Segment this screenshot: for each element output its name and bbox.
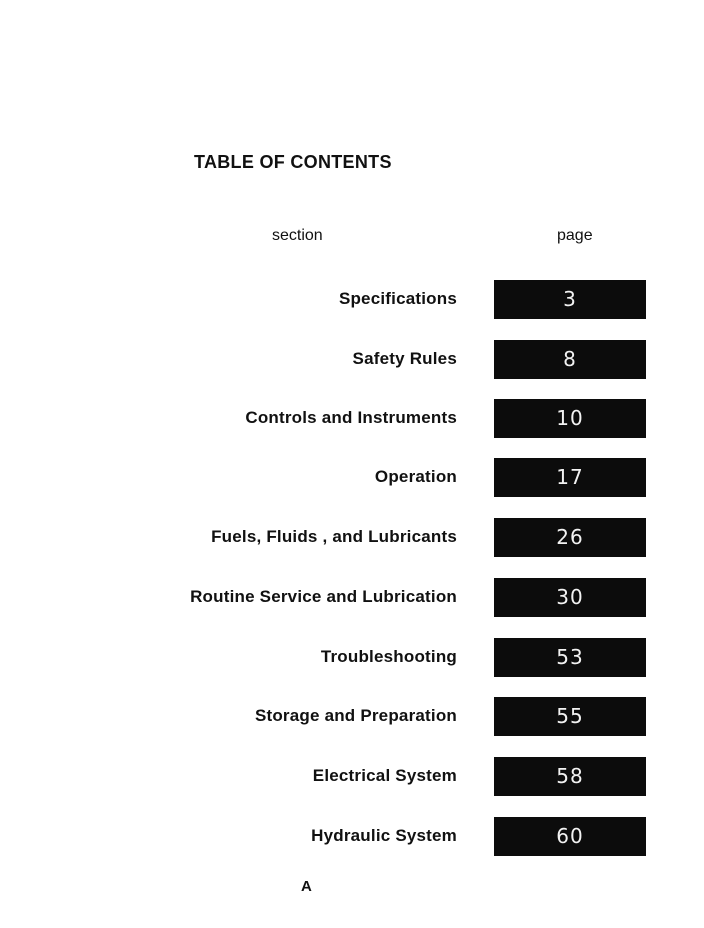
toc-page-number: 26 <box>494 518 646 557</box>
toc-entry <box>0 458 704 498</box>
toc-section-label: Fuels, Fluids , and Lubricants <box>211 527 457 546</box>
toc-entry <box>0 578 704 618</box>
toc-page-number: 17 <box>494 458 646 497</box>
toc-section-label: Routine Service and Lubrication <box>190 587 457 606</box>
toc-section-label: Electrical System <box>312 766 457 785</box>
toc-entry <box>0 340 704 380</box>
toc-entry <box>0 697 704 737</box>
toc-section-label: Storage and Preparation <box>254 706 457 725</box>
toc-page-number: 30 <box>494 578 646 617</box>
toc-entry <box>0 280 704 320</box>
toc-page-number: 58 <box>494 757 646 796</box>
toc-section-label: Hydraulic System <box>311 826 457 845</box>
toc-page-number: 8 <box>494 340 646 379</box>
toc-page-number: 60 <box>494 817 646 856</box>
toc-entry <box>0 817 704 857</box>
toc-entry <box>0 757 704 797</box>
toc-page-number: 55 <box>494 697 646 736</box>
toc-section-label: Safety Rules <box>352 349 457 368</box>
page-column-header: page <box>557 227 593 244</box>
toc-entry <box>0 638 704 678</box>
toc-page-number: 10 <box>494 399 646 438</box>
toc-section-label: Controls and Instruments <box>245 408 457 427</box>
toc-section-label: Troubleshooting <box>320 647 457 666</box>
page-footer-letter: A <box>301 878 312 895</box>
toc-page-number: 53 <box>494 638 646 677</box>
toc-page-number: 3 <box>494 280 646 319</box>
section-column-header: section <box>272 227 323 244</box>
toc-entry <box>0 399 704 439</box>
toc-section-label: Specifications <box>338 289 457 308</box>
toc-entry <box>0 518 704 558</box>
toc-title: TABLE OF CONTENTS <box>194 152 392 172</box>
toc-section-label: Operation <box>374 467 457 486</box>
